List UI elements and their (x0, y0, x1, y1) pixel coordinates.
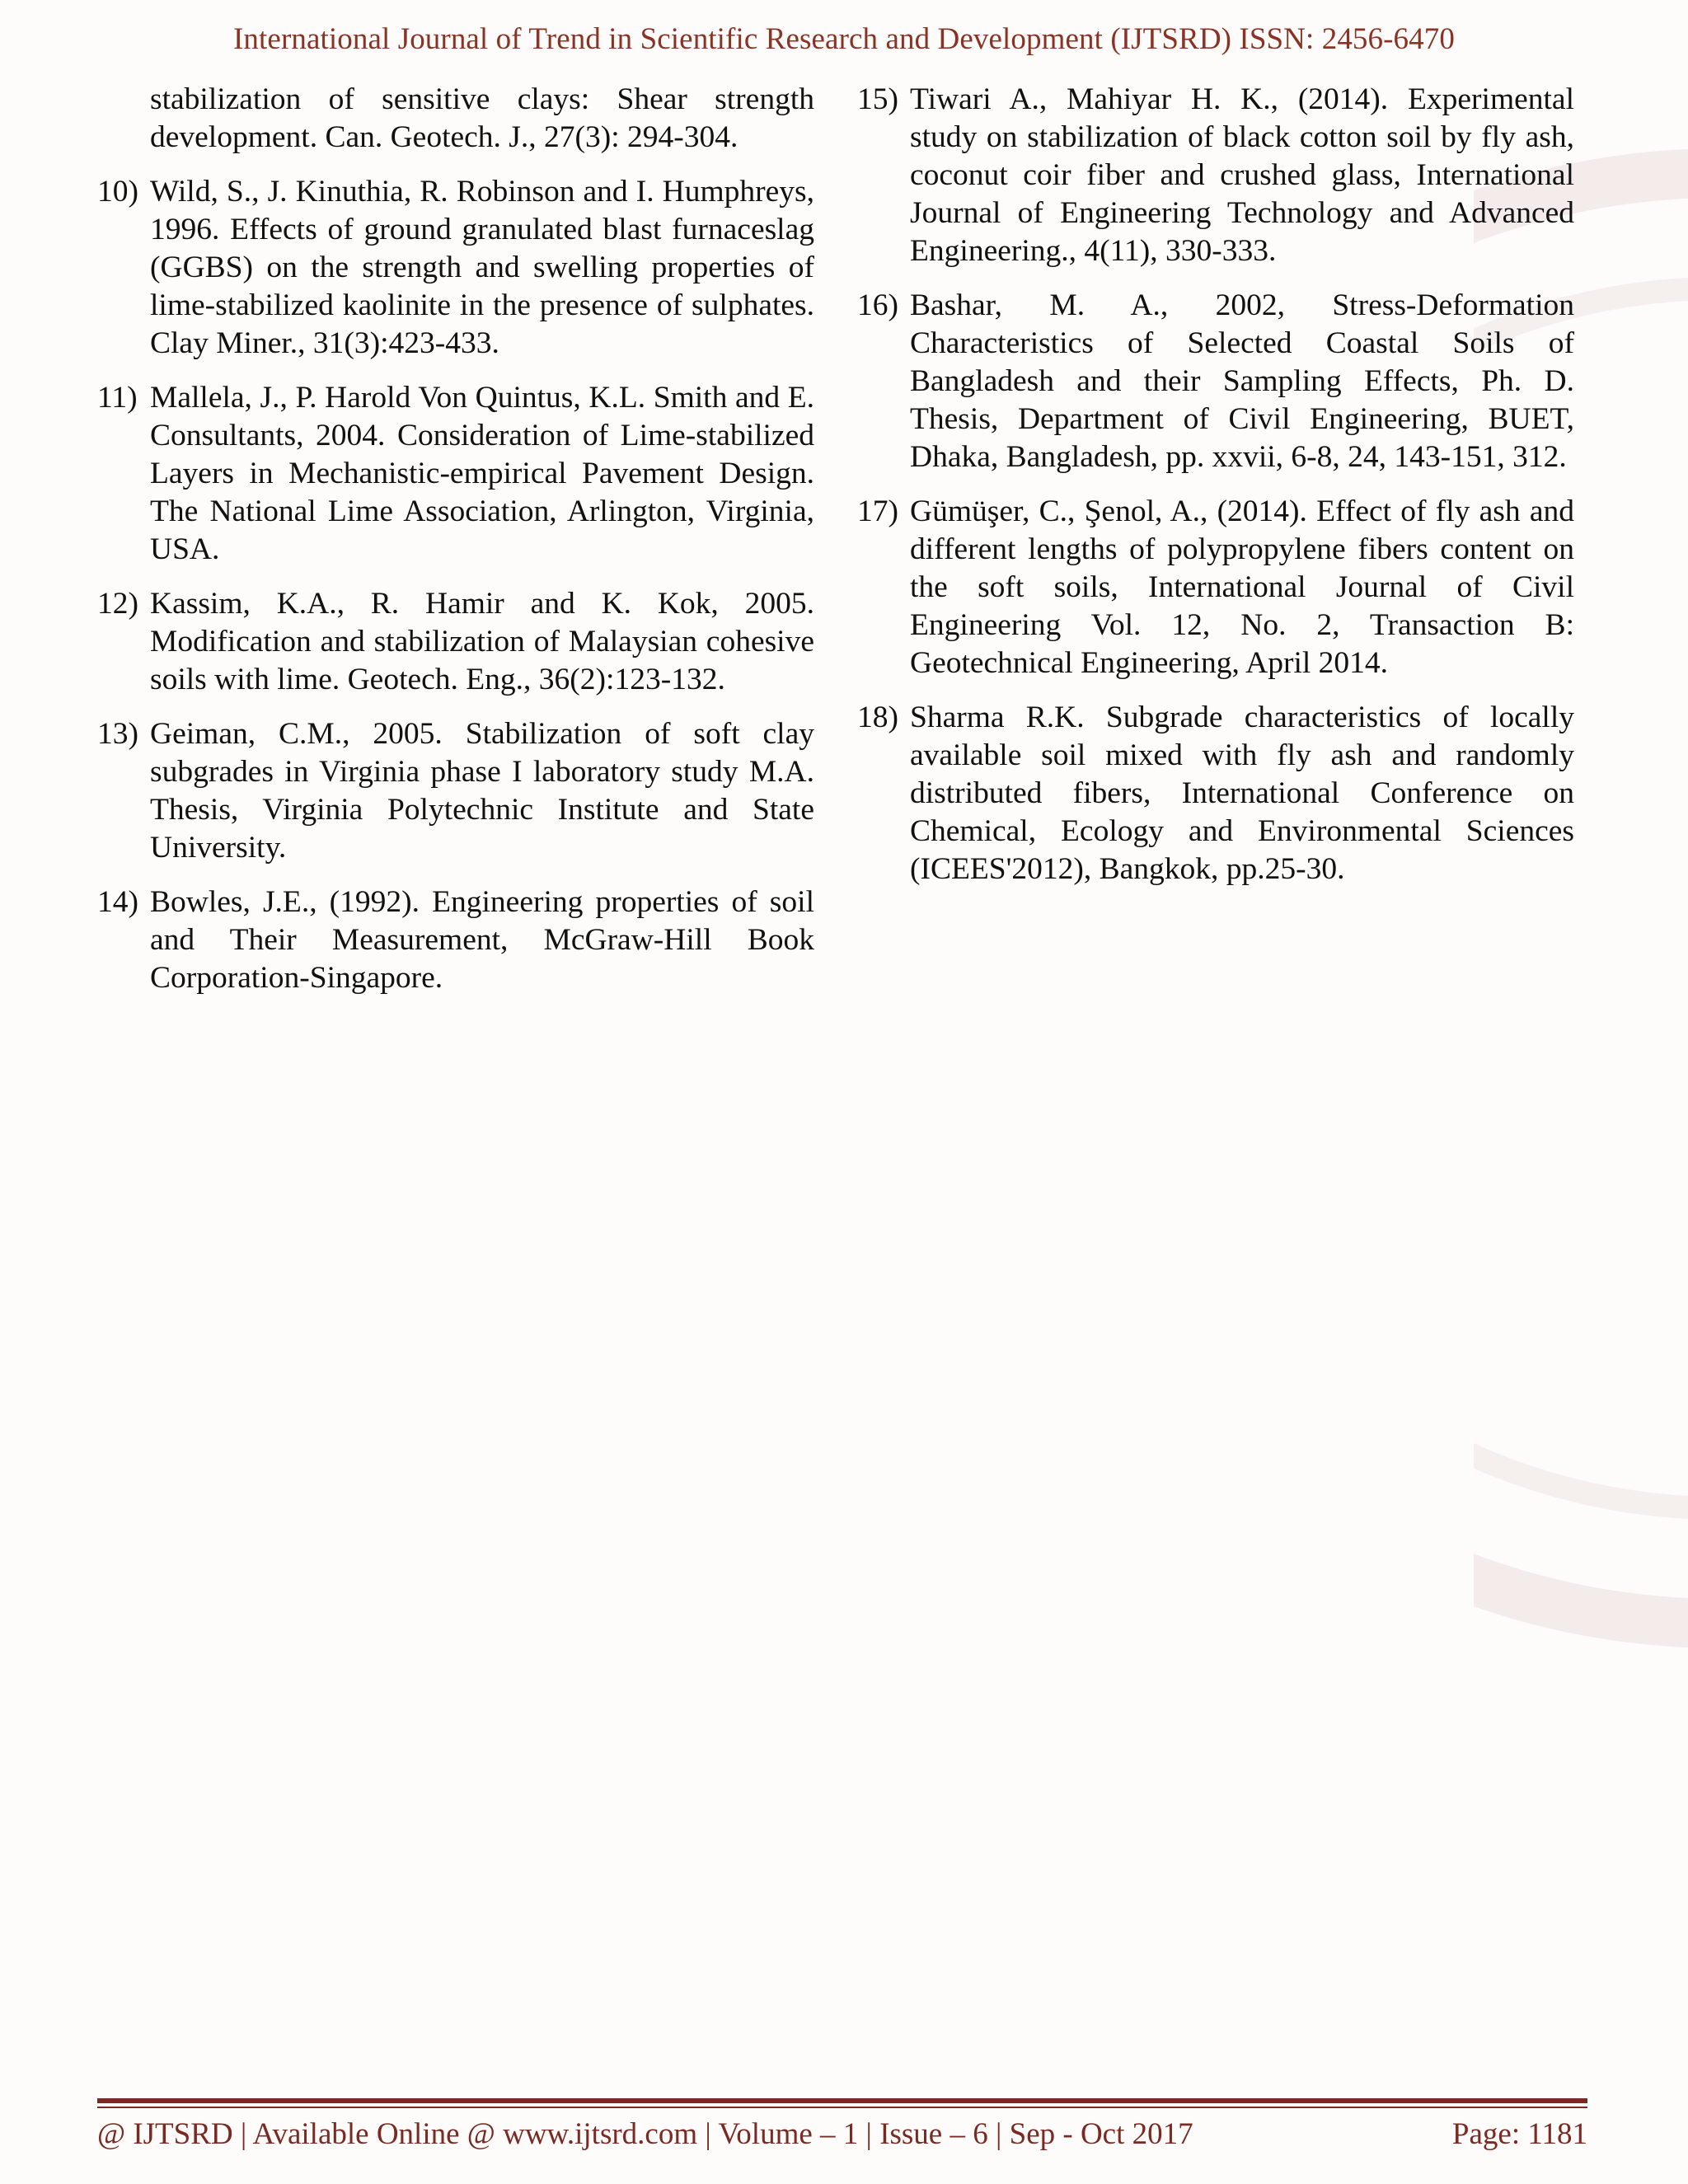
reference-item (857, 81, 1574, 270)
reference-item (97, 173, 814, 363)
reference-item (97, 585, 814, 699)
references-left-column (97, 81, 814, 1014)
reference-text: Tiwari A., Mahiyar H. K., (2014). Experimental study on stabilization of black cotton soil by fly ash, coconut coir fiber and crushed glass, International Journal of Engineering Technology and Advanced Engineering., 4(11), 330-333. (910, 82, 1574, 268)
reference-number: 17) (857, 494, 898, 528)
reference-number: 15) (857, 82, 898, 116)
reference-number: 16) (857, 288, 898, 322)
reference-number: 10) (97, 175, 138, 209)
reference-text: Gümüşer, C., Şenol, A., (2014). Effect of fly ash and different lengths of polypropylene fibers content on the soft soils, International Journal of Civil Engineering Vol. 12, No. 2, Transaction B: Geotechnical Engineering, April 2014. (910, 494, 1574, 680)
reference-number: 11) (97, 381, 138, 415)
reference-number: 18) (857, 701, 898, 734)
journal-header: International Journal of Trend in Scientific Research and Development (IJTSRD) ISSN: 2456-6470 (233, 22, 1455, 56)
reference-text: Mallela, J., P. Harold Von Quintus, K.L. Smith and E. Consultants, 2004. Consideration of Lime-stabilized Layers in Mechanistic-empirical Pavement Design. The National Lime Association, Arlington, Virginia, USA. (150, 381, 814, 566)
page-footer (97, 2116, 1587, 2152)
reference-item (97, 883, 814, 997)
reference-continued-text: stabilization of sensitive clays: Shear strength development. Can. Geotech. J., 27(3): 294-304. (150, 82, 814, 154)
reference-item (857, 699, 1574, 888)
footer-rule-thin (97, 2107, 1587, 2108)
reference-item (857, 493, 1574, 682)
reference-text: Wild, S., J. Kinuthia, R. Robinson and I. Humphreys, 1996. Effects of ground granulated blast furnaceslag (GGBS) on the strength and swelling properties of lime-stabilized kaolinite in the presence of sulphates. Clay Miner., 31(3):423-433. (150, 175, 814, 360)
reference-text: Geiman, C.M., 2005. Stabilization of soft clay subgrades in Virginia phase I laboratory study M.A. Thesis, Virginia Polytechnic Institute and State University. (150, 717, 814, 865)
reference-number: 13) (97, 717, 138, 751)
reference-text: Bashar, M. A., 2002, Stress-Deformation Characteristics of Selected Coastal Soils of Bangladesh and their Sampling Effects, Ph. D. Thesis, Department of Civil Engineering, BUET, Dhaka, Bangladesh, pp. xxvii, 6-8, 24, 143-151, 312. (910, 288, 1574, 474)
reference-number: 12) (97, 587, 138, 621)
reference-text: Bowles, J.E., (1992). Engineering properties of soil and Their Measurement, McGraw-Hill Book Corporation-Singapore. (150, 885, 814, 995)
reference-text: Kassim, K.A., R. Hamir and K. Kok, 2005. Modification and stabilization of Malaysian cohesive soils with lime. Geotech. Eng., 36(2):123-132. (150, 587, 814, 696)
reference-text: Sharma R.K. Subgrade characteristics of locally available soil mixed with fly ash and randomly distributed fibers, International Conference on Chemical, Ecology and Environmental Sciences (ICEES'2012), Bangkok, pp.25-30. (910, 701, 1574, 886)
reference-item (97, 379, 814, 569)
references-right-column (857, 81, 1574, 905)
reference-number: 14) (97, 885, 138, 919)
page-number: Page: 1181 (1451, 2117, 1587, 2151)
footer-publication-info: @ IJTSRD | Available Online @ www.ijtsrd.com | Volume – 1 | Issue – 6 | Sep - Oct 2017 (97, 2117, 1193, 2151)
reference-item (857, 287, 1574, 476)
reference-item (97, 715, 814, 867)
footer-rule-thick (97, 2098, 1587, 2103)
